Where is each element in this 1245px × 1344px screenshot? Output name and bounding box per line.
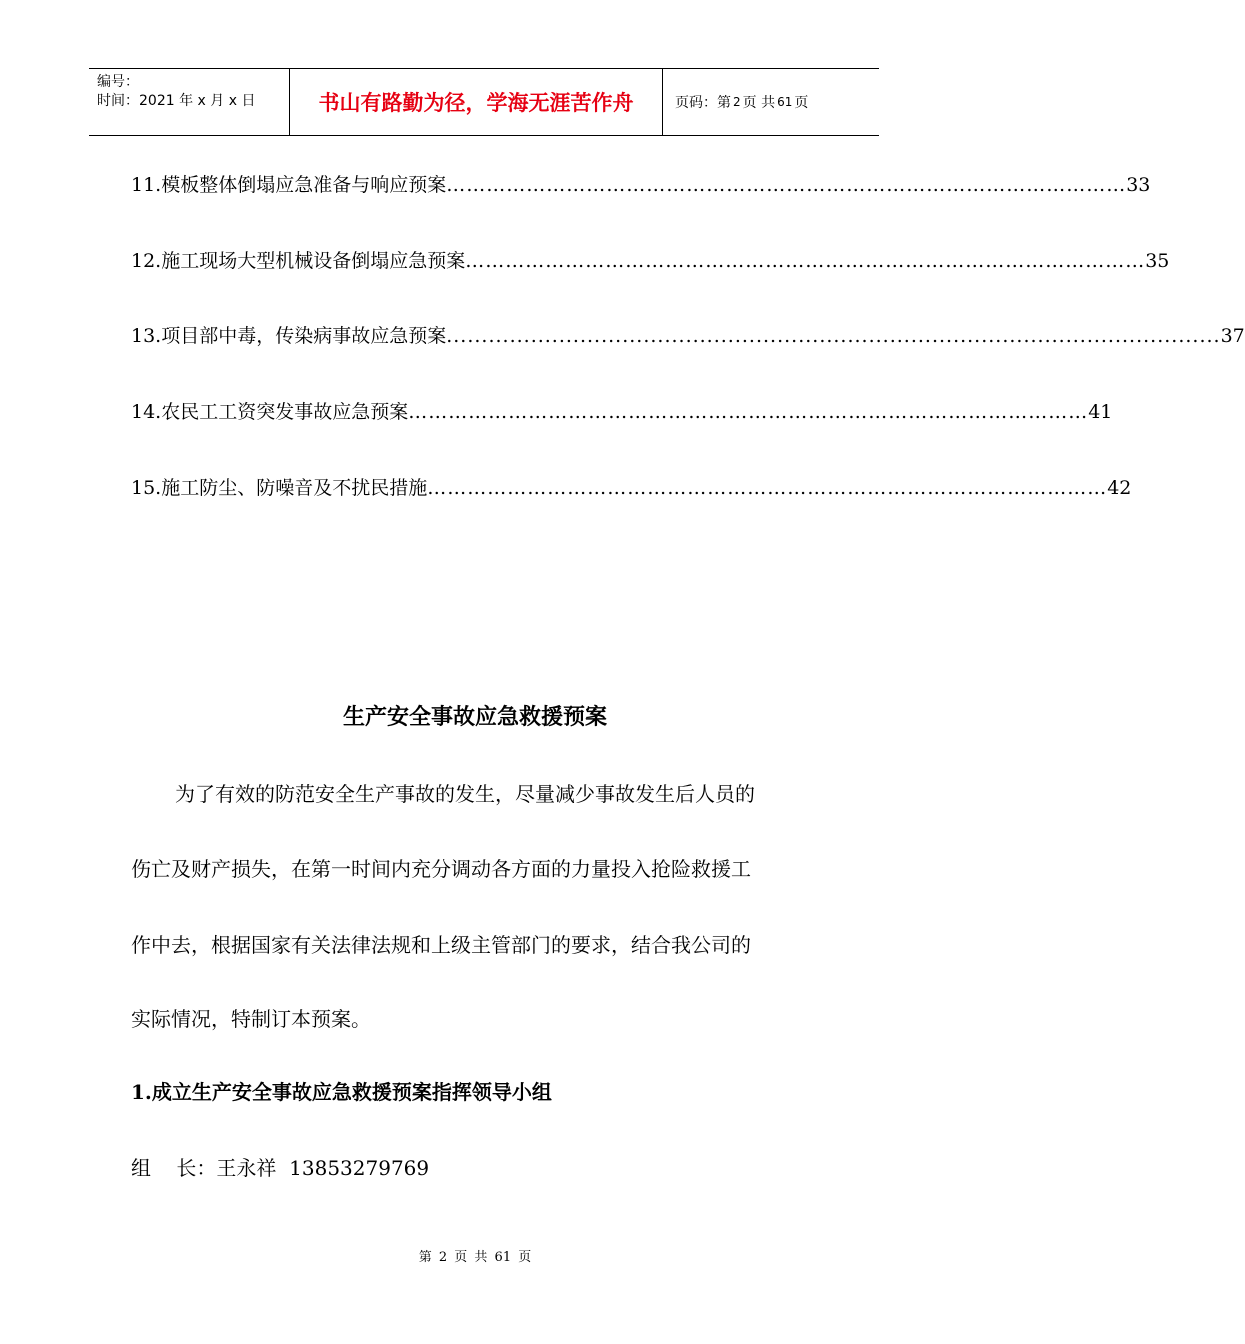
group-leader: 组 长：王永祥 13853279769 [131, 1156, 430, 1180]
date-label: 时间：2021 年 x 月 x 日 [97, 93, 256, 109]
toc-entry-page: 37 [1220, 325, 1245, 347]
header-motto: 书山有路勤为径，学海无涯苦作舟 [290, 69, 663, 135]
page-current: 2 [733, 95, 741, 109]
toc-entry-text: 14.农民工工资突发事故应急预案 [131, 401, 409, 423]
toc-entry[interactable] [131, 397, 1113, 427]
toc-entry-text: 15.施工防尘、防噪音及不扰民措施 [131, 477, 428, 499]
toc-entry[interactable] [131, 170, 1151, 200]
paragraph-line: 实际情况，特制订本预案。 [131, 1007, 371, 1031]
page-footer: 第 2 页 共 61 页 [418, 1250, 532, 1265]
page-suffix: 页 [794, 95, 809, 111]
toc-entry-page: 35 [1145, 250, 1170, 272]
toc-entry-page: 41 [1088, 401, 1113, 423]
paragraph-line: 作中去，根据国家有关法律法规和上级主管部门的要求，结合我公司的 [131, 933, 751, 957]
paragraph-line: 伤亡及财产损失，在第一时间内充分调动各方面的力量投入抢险救援工 [131, 857, 751, 881]
page-prefix: 页码：第 [675, 95, 731, 111]
header-page-info [663, 69, 879, 135]
toc-entry[interactable] [131, 321, 1245, 351]
toc-entry[interactable] [131, 473, 1132, 503]
toc-entry-text: 13.项目部中毒，传染病事故应急预案 [131, 325, 447, 347]
toc-entry-text: 11.模板整体倒塌应急准备与响应预案 [131, 174, 447, 196]
paragraph-line: 为了有效的防范安全生产事故的发生，尽量减少事故发生后人员的 [175, 782, 755, 806]
toc-entry-page: 33 [1126, 174, 1151, 196]
toc-leader-dots: ………………………………………………………………………………………… [465, 250, 1146, 272]
page-mid: 页 共 [742, 95, 776, 111]
toc-leader-dots: ………………………………………………………………………………………… [408, 401, 1089, 423]
number-label: 编号： [97, 74, 139, 90]
page-header [89, 68, 879, 136]
toc-leader-dots: ………………………………………………………………………………………… [427, 477, 1108, 499]
page-total: 61 [777, 95, 793, 109]
toc-entry-page: 42 [1107, 477, 1132, 499]
document-title: 生产安全事故应急救援预案 [342, 705, 607, 730]
toc-leader-dots: .............................................................................................................. [446, 325, 1221, 347]
toc-entry-text: 12.施工现场大型机械设备倒塌应急预案 [131, 250, 466, 272]
toc-entry[interactable] [131, 246, 1170, 276]
toc-leader-dots: ………………………………………………………………………………………… [446, 174, 1127, 196]
header-meta [89, 69, 290, 135]
section-heading: 1.成立生产安全事故应急救援预案指挥领导小组 [131, 1080, 552, 1104]
